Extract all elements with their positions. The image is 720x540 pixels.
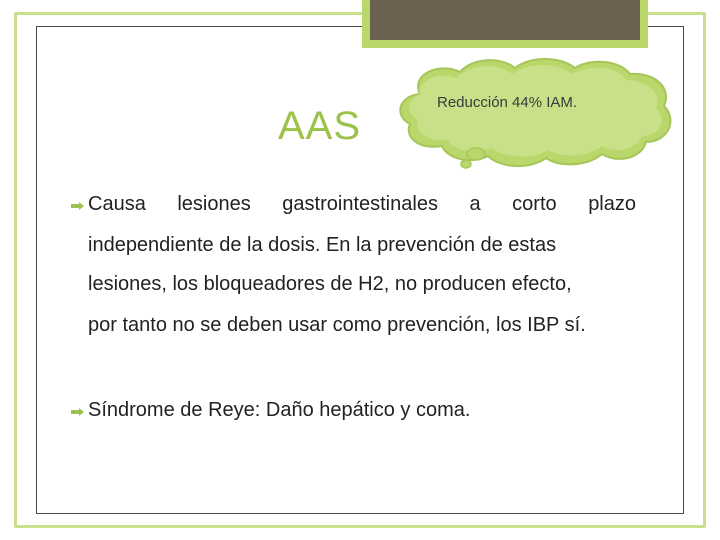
reye-label: Síndrome de Reye xyxy=(88,399,255,421)
bullet2-line xyxy=(88,399,470,422)
top-decoration-tab xyxy=(362,0,648,48)
word: corto xyxy=(512,193,557,215)
word: lesiones xyxy=(177,193,251,215)
word: a xyxy=(469,193,481,215)
callout-text: Reducción 44% IAM. xyxy=(437,94,578,111)
reye-colon: : xyxy=(254,399,261,421)
bullet1-line2: independiente de la dosis. En la prevención de estas xyxy=(88,234,557,256)
bullet1-line1 xyxy=(88,193,636,216)
word: Causa xyxy=(88,193,146,215)
slide-title: AAS xyxy=(278,104,362,148)
bullet1-line3: lesiones, los bloqueadores de H2, no producen efecto, xyxy=(88,273,572,295)
hand-pointing-icon xyxy=(70,406,86,418)
cloud-callout-icon xyxy=(380,54,680,174)
word: plazo xyxy=(588,193,636,215)
hand-pointing-icon xyxy=(70,200,86,212)
reye-text: Daño hepático y coma. xyxy=(260,399,471,421)
word: gastrointestinales xyxy=(282,193,438,215)
bullet1-line4: por tanto no se deben usar como prevención, los IBP sí. xyxy=(88,314,586,336)
top-decoration-inner xyxy=(370,0,640,40)
